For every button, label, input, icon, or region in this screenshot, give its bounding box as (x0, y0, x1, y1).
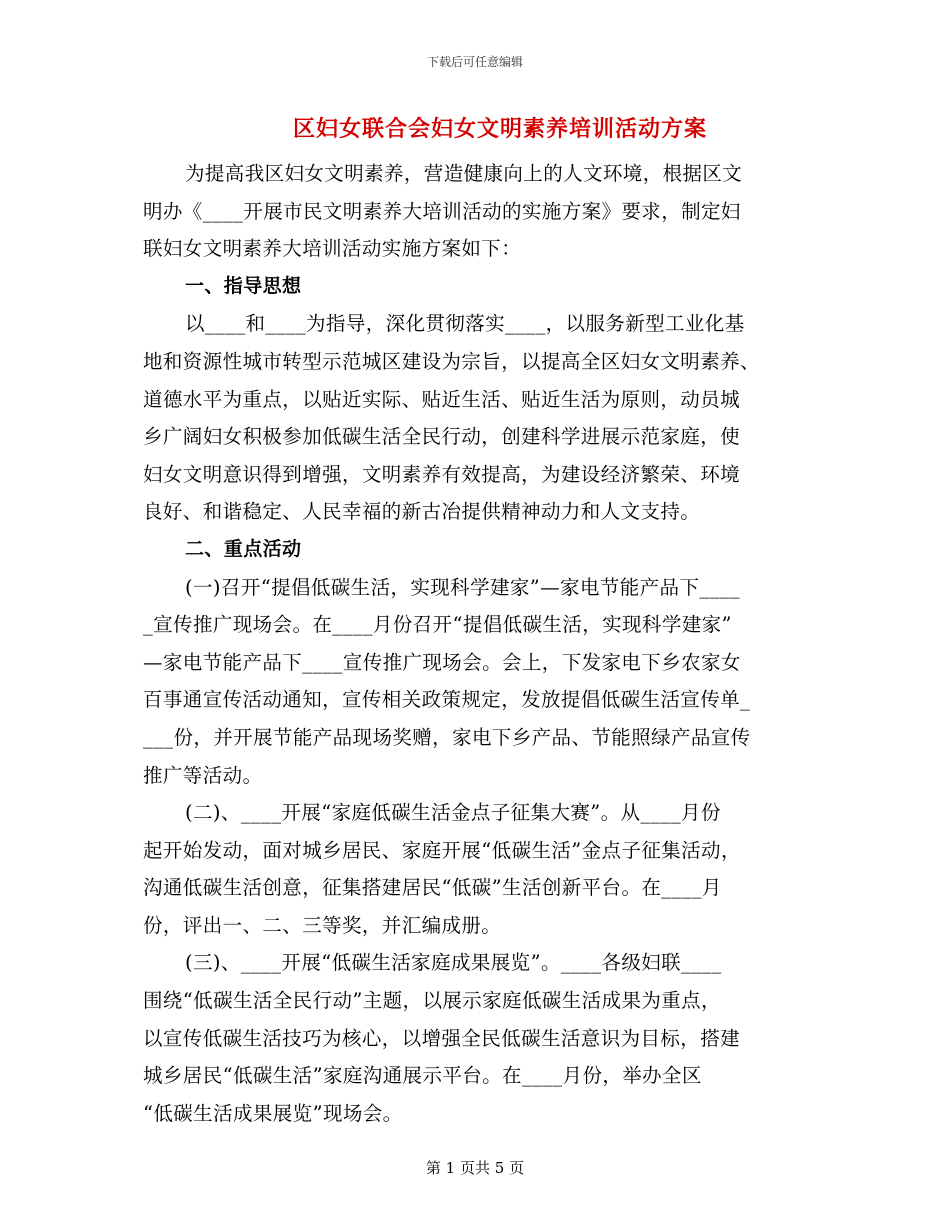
body-text-line: —家电节能产品下____宣传推广现场会。会上，下发家电下乡农家女 (143, 650, 741, 674)
body-text-line: 乡广阔妇女积极参加低碳生活全民行动，创建科学进展示范家庭，使 (143, 425, 741, 449)
body-text-line: 明办《____开展市民文明素养大培训活动的实施方案》要求，制定妇 (143, 199, 741, 223)
body-text-line: 推广等活动。 (143, 763, 263, 787)
section-heading: 一、指导思想 (185, 274, 302, 297)
body-text-line: (三)、____开展“低碳生活家庭成果展览”。____各级妇联____ (185, 951, 722, 975)
header-note: 下载后可任意编辑 (426, 55, 523, 69)
body-text-line: 地和资源性城市转型示范城区建设为宗旨，以提高全区妇女文明素养、 (143, 349, 760, 373)
body-text-line: (二)、____开展“家庭低碳生活金点子征集大赛”。从____月份 (185, 801, 721, 825)
body-text-line: 以宣传低碳生活技巧为核心，以增强全民低碳生活意识为目标，搭建 (143, 1026, 741, 1050)
body-text-line: 为提高我区妇女文明素养，营造健康向上的人文环境，根据区文 (185, 162, 743, 185)
body-text-line: 起开始发动，面对城乡居民、家庭开展“低碳生活”金点子征集活动， (143, 838, 741, 862)
body-text-line: 道德水平为重点，以贴近实际、贴近生活、贴近生活为原则，动员城 (143, 387, 741, 411)
body-text-line: 联妇女文明素养大培训活动实施方案如下： (143, 237, 522, 261)
section-heading: 二、重点活动 (185, 537, 302, 560)
body-text-line: 百事通宣传活动通知，宣传相关政策规定，发放提倡低碳生活宣传单_ (143, 688, 751, 712)
body-text-line: 城乡居民“低碳生活”家庭沟通展示平台。在____月份，举办全区 (143, 1064, 702, 1088)
body-text-line: ___份，并开展节能产品现场奖赠，家电下乡产品、节能照绿产品宣传 (143, 725, 751, 749)
body-text-line: 妇女文明意识得到增强，文明素养有效提高，为建设经济繁荣、环境 (143, 462, 741, 486)
body-text-line: (一)召开“提倡低碳生活，实现科学建家”—家电节能产品下____ (185, 575, 740, 599)
page-footer: 第 1 页共 5 页 (425, 1159, 525, 1177)
body-text-line: 份，评出一、二、三等奖，并汇编成册。 (143, 913, 502, 937)
body-text-line: 围绕“低碳生活全民行动”主题，以展示家庭低碳生活成果为重点， (143, 989, 721, 1013)
body-text-line: 以____和____为指导，深化贯彻落实____，以服务新型工业化基 (185, 312, 745, 336)
document-body (143, 155, 811, 1132)
body-text-line: 良好、和谐稳定、人民幸福的新古冶提供精神动力和人文支持。 (143, 500, 701, 524)
body-text-line: 沟通低碳生活创意，征集搭建居民“低碳”生活创新平台。在____月 (143, 876, 722, 900)
body-text-line: “低碳生活成果展览”现场会。 (143, 1101, 403, 1125)
document-title: 区妇女联合会妇女文明素养培训活动方案 (292, 116, 707, 142)
body-text-line: _宣传推广现场会。在____月份召开“提倡低碳生活，实现科学建家” (143, 613, 732, 637)
